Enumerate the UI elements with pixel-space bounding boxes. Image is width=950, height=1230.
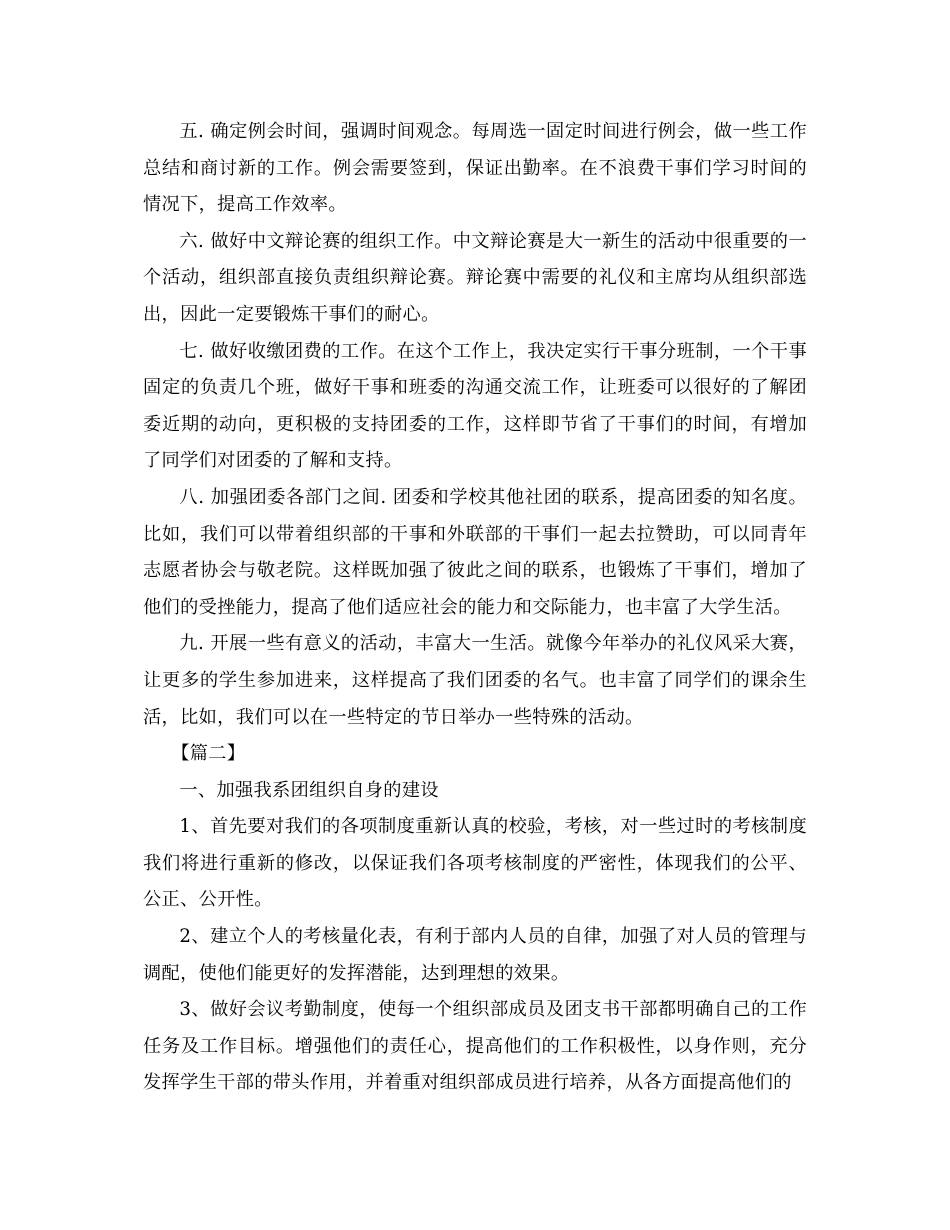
item-2: 2、建立个人的考核量化表，有利于部内人员的自律，加强了对人员的管理与调配，使他们能更好的发挥潜能，达到理想的效果。	[143, 926, 807, 984]
paragraph-9: 九. 开展一些有意义的活动，丰富大一生活。就像今年举办的礼仪风采大赛，让更多的学生参加进来，这样提高了我们团委的名气。也丰富了同学们的课余生活，比如，我们可以在一些特定的节日举办一些特殊的活动。	[143, 633, 807, 728]
item-1: 1、首先要对我们的各项制度重新认真的校验，考核，对一些过时的考核制度我们将进行重新的修改，以保证我们各项考核制度的严密性，体现我们的公平、公正、公开性。	[143, 816, 807, 911]
paragraph-8: 八. 加强团委各部门之间. 团委和学校其他社团的联系，提高团委的知名度。比如，我们可以带着组织部的干事和外联部的干事们一起去拉赞助，可以同青年志愿者协会与敬老院。这样既加强了彼此之间的联系，也锻炼了干事们，增加了他们的受挫能力，提高了他们适应社会的能力和交际能力，也丰富了大学生活。	[143, 486, 807, 618]
section-mark: 【篇二】	[171, 743, 246, 765]
paragraph-6: 六. 做好中文辩论赛的组织工作。中文辩论赛是大一新生的活动中很重要的一个活动，组织部直接负责组织辩论赛。辩论赛中需要的礼仪和主席均从组织部选出，因此一定要锻炼干事们的耐心。	[143, 230, 807, 325]
section-heading: 一、加强我系团组织自身的建设	[179, 779, 439, 801]
item-3: 3、做好会议考勤制度，使每一个组织部成员及团支书干部都明确自己的工作任务及工作目标。增强他们的责任心，提高他们的工作积极性，以身作则，充分发挥学生干部的带头作用，并着重对组织部成员进行培养，从各方面提高他们的	[143, 999, 807, 1094]
paragraph-7: 七. 做好收缴团费的工作。在这个工作上，我决定实行干事分班制，一个干事固定的负责几个班，做好干事和班委的沟通交流工作，让班委可以很好的了解团委近期的动向，更积极的支持团委的工作，这样即节省了干事们的时间，有增加了同学们对团委的了解和支持。	[143, 340, 807, 472]
document-page	[143, 114, 807, 1102]
paragraph-5: 五. 确定例会时间，强调时间观念。每周选一固定时间进行例会，做一些工作总结和商讨新的工作。例会需要签到，保证出勤率。在不浪费干事们学习时间的情况下，提高工作效率。	[143, 121, 807, 216]
